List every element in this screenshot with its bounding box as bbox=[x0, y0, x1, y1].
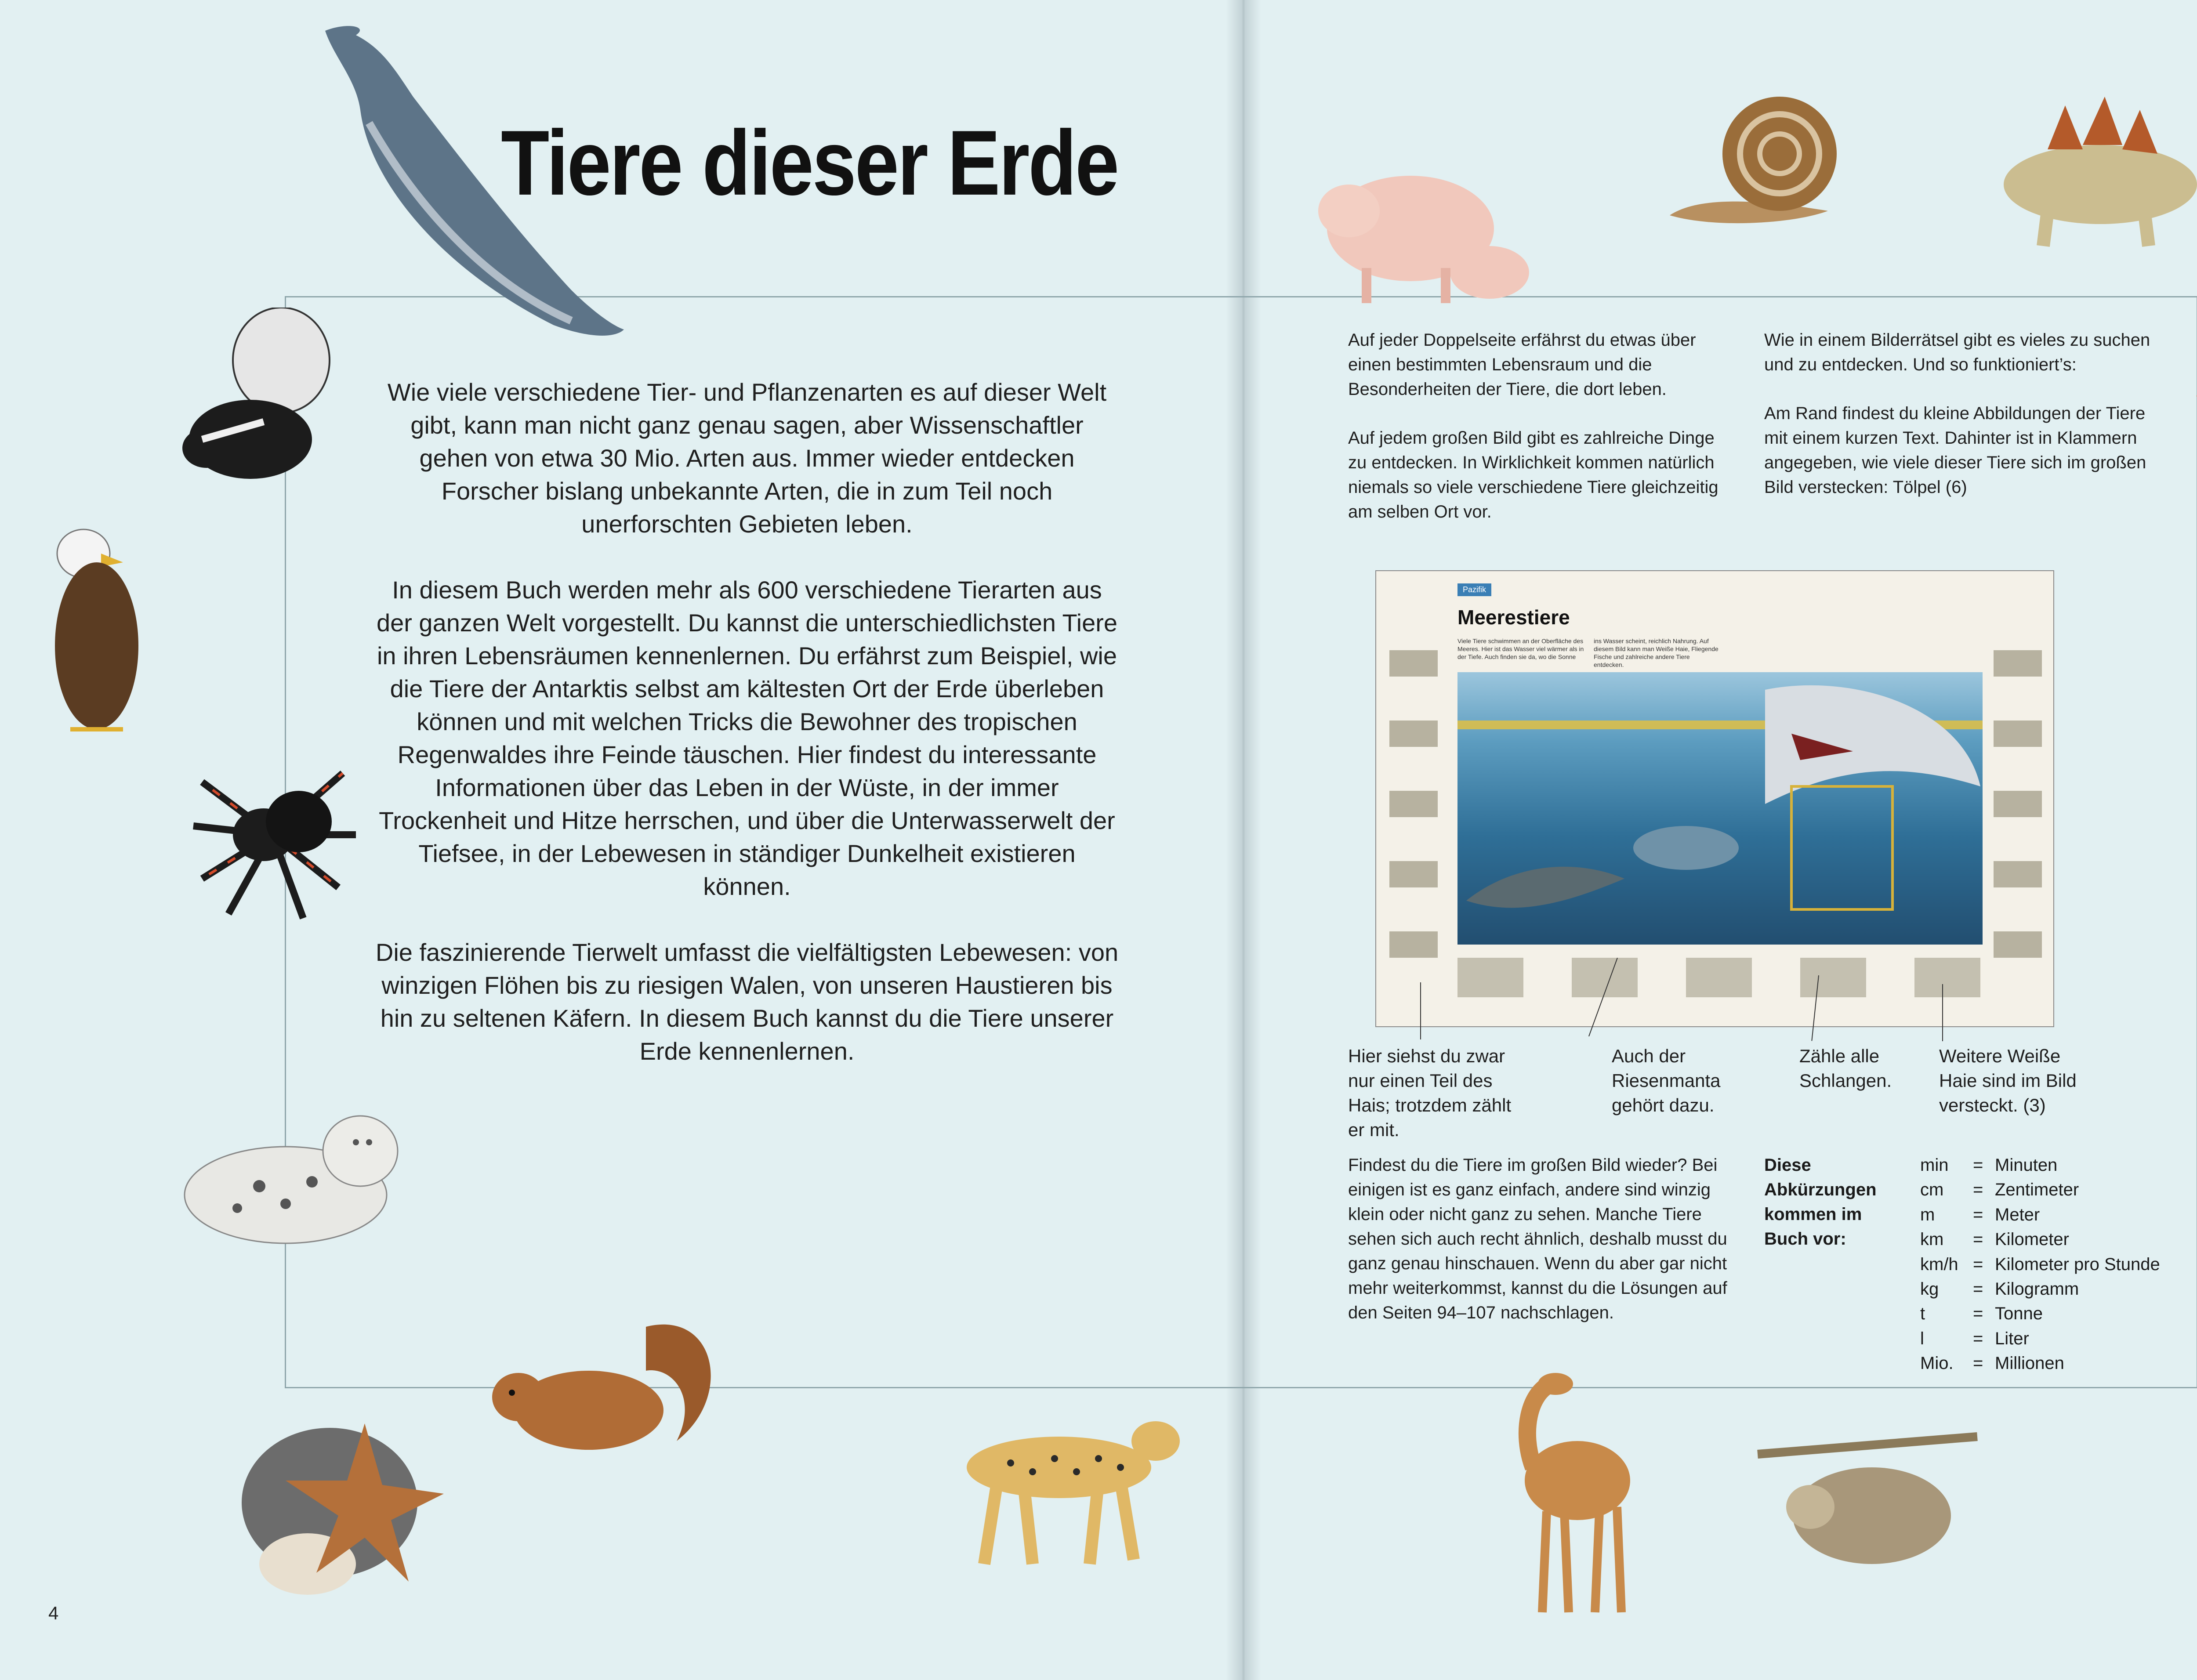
abbr-key: t bbox=[1920, 1304, 1925, 1324]
col1-paragraph-1: Auf jeder Doppelseite erfährst du etwas über einen bestimmten Lebensraum und die Besonderheiten der Tiere, die dort leben. bbox=[1348, 330, 1696, 399]
snail-illustration bbox=[1661, 83, 1845, 242]
preview-tag: Pazifik bbox=[1457, 583, 1491, 596]
preview-ocean-scene bbox=[1457, 672, 1983, 945]
abbr-eq: = bbox=[1973, 1155, 1983, 1175]
abbr-eq: = bbox=[1973, 1329, 1983, 1348]
intro-paragraph-2: In diesem Buch werden mehr als 600 verschiedene Tierarten aus der ganzen Welt vorgestellt. Du kannst die unterschiedlichsten Tiere in ihren Lebensräumen kennenlernen. Du erfährst zum Beispiel, wie die Tiere der Antarktis selbst am kältesten Ort der Erde überleben können und mit welchen Tricks die Bewohner des tropischen Regenwaldes ihre Feinde täuschen. Hier findest du interessante Informationen über das Leben in der Wüste, in der immer Trockenheit und Hitze herrschen, und über die Unterwasserwelt der Tiefsee, in der Lebewesen in ständiger Dunkelheit existieren können. bbox=[376, 576, 1118, 900]
squirrel-illustration bbox=[488, 1309, 734, 1476]
abbr-row bbox=[1920, 1301, 2160, 1326]
callout-manta: Auch der Riesenmanta gehört dazu. bbox=[1612, 1046, 1721, 1115]
abbr-key: km bbox=[1920, 1230, 1944, 1249]
abbr-key: kg bbox=[1920, 1279, 1939, 1299]
abbr-key: Mio. bbox=[1920, 1354, 1954, 1373]
intro-paragraph-3: Die faszinierende Tierwelt umfasst die vielfältigsten Lebewesen: von winzigen Flöhen bis zu riesigen Walen, von unseren Haustieren bis hin zu seltenen Käfern. In diesem Buch kannst du die Tiere unserer Erde kennenlernen. bbox=[375, 938, 1119, 1065]
intro-text bbox=[373, 376, 1120, 1101]
abbr-row bbox=[1920, 1202, 2160, 1227]
abbr-row bbox=[1920, 1277, 2160, 1301]
abbr-eq: = bbox=[1973, 1279, 1983, 1299]
explanation-column-2 bbox=[1764, 328, 2151, 524]
abbr-meaning: Tonne bbox=[1995, 1304, 2043, 1324]
abbr-row bbox=[1920, 1252, 2160, 1277]
abbr-row bbox=[1920, 1177, 2160, 1202]
abbr-key: m bbox=[1920, 1205, 1935, 1224]
abbr-eq: = bbox=[1973, 1354, 1983, 1373]
abbr-key: min bbox=[1920, 1155, 1949, 1175]
page-title: Tiere dieser Erde bbox=[501, 111, 1118, 214]
abbr-eq: = bbox=[1973, 1205, 1983, 1224]
sloth-illustration bbox=[1753, 1428, 1982, 1595]
callout-leader-4 bbox=[1942, 984, 1943, 1041]
abbr-eq: = bbox=[1973, 1180, 1983, 1200]
abbr-meaning: Kilogramm bbox=[1995, 1279, 2079, 1299]
abbr-key: km/h bbox=[1920, 1254, 1958, 1274]
abbreviations-heading: Diese Abkürzungen kommen im Buch vor: bbox=[1764, 1155, 1877, 1249]
callout-shark-part: Hier siehst du zwar nur einen Teil des Hais; trotzdem zählt er mit. bbox=[1348, 1046, 1512, 1140]
explanation-column-1 bbox=[1348, 328, 1726, 548]
abbr-eq: = bbox=[1973, 1304, 1983, 1324]
stegosaurus-illustration bbox=[1977, 88, 2197, 255]
col2-paragraph-1: Wie in einem Bilderrätsel gibt es vieles zu suchen und zu entdecken. Und so funktioniert’s: bbox=[1764, 330, 2150, 374]
camel-illustration bbox=[1503, 1366, 1643, 1621]
starfish-stones-illustration bbox=[233, 1397, 479, 1599]
sample-spread-preview bbox=[1375, 570, 2054, 1027]
abbr-meaning: Meter bbox=[1995, 1205, 2040, 1224]
abbr-eq: = bbox=[1973, 1254, 1983, 1274]
search-instructions: Findest du die Tiere im großen Bild wieder? Bei einigen ist es ganz einfach, andere sind winzig klein oder nicht ganz zu sehen. Manche Tiere sehen sich auch recht ähnlich, deshalb musst du ganz genau hinschauen. Wenn du aber gar nicht mehr weiterkommst, kannst du die Lösungen auf den Seiten 94–107 nachschlagen. bbox=[1348, 1155, 1727, 1322]
page-number-left: 4 bbox=[48, 1603, 59, 1623]
abbr-meaning: Millionen bbox=[1995, 1354, 2064, 1373]
abbr-key: l bbox=[1920, 1329, 1924, 1348]
skunk-illustration bbox=[176, 308, 334, 510]
preview-intro-right: ins Wasser scheint, reichlich Nahrung. Auf diesem Bild kann man Weiße Haie, Fliegende Fische und zahlreiche andere Tiere entdecken. bbox=[1594, 637, 1718, 668]
eagle-illustration bbox=[35, 523, 158, 751]
preview-intro-left: Viele Tiere schwimmen an der Oberfläche des Meeres. Hier ist das Wasser viel wärmer als in der Tiefe. Auch finden sie da, wo die Sonne bbox=[1457, 637, 1584, 660]
abbr-row bbox=[1920, 1227, 2160, 1252]
abbr-meaning: Kilometer pro Stunde bbox=[1995, 1254, 2160, 1274]
callout-leader-1 bbox=[1420, 982, 1421, 1039]
abbr-meaning: Kilometer bbox=[1995, 1230, 2069, 1249]
abbr-meaning: Zentimeter bbox=[1995, 1180, 2079, 1200]
pig-illustration bbox=[1314, 141, 1542, 316]
callout-white-sharks: Weitere Weiße Haie sind im Bild versteckt. (3) bbox=[1939, 1046, 2077, 1115]
col1-paragraph-2: Auf jedem großen Bild gibt es zahlreiche Dinge zu entdecken. In Wirklichkeit kommen natürlich niemals so viele verschiedene Tiere gleichzeitig am selben Ort vor. bbox=[1348, 428, 1718, 521]
preview-margin-left bbox=[1385, 650, 1447, 986]
abbr-meaning: Minuten bbox=[1995, 1155, 2058, 1175]
col2-paragraph-2: Am Rand findest du kleine Abbildungen der Tiere mit einem kurzen Text. Dahinter ist in Klammern angegeben, wie viele dieser Tiere sich im großen Bild verstecken: Tölpel (6) bbox=[1764, 404, 2146, 497]
cheetah-illustration bbox=[945, 1406, 1200, 1573]
abbr-meaning: Liter bbox=[1995, 1329, 2029, 1348]
preview-bottom-strip bbox=[1457, 953, 1983, 1006]
tarantula-illustration bbox=[185, 747, 360, 923]
shrimp-illustration bbox=[2179, 387, 2197, 615]
abbreviations-table bbox=[1920, 1153, 2160, 1376]
snow-leopard-illustration bbox=[171, 1098, 417, 1256]
abbr-row bbox=[1920, 1351, 2160, 1376]
preview-title: Meerestiere bbox=[1457, 606, 1570, 629]
preview-margin-right bbox=[1989, 650, 2051, 986]
intro-paragraph-1: Wie viele verschiedene Tier- und Pflanzenarten es auf dieser Welt gibt, kann man nicht ganz genau sagen, aber Wissenschaftler gehen von etwa 30 Mio. Arten aus. Immer wieder entdecken Forscher bislang unbekannte Arten, die in zum Teil noch unerforschten Gebieten leben. bbox=[387, 378, 1107, 538]
abbr-row bbox=[1920, 1153, 2160, 1177]
abbr-key: cm bbox=[1920, 1180, 1944, 1200]
callout-snakes: Zähle alle Schlangen. bbox=[1799, 1046, 1892, 1091]
abbr-row bbox=[1920, 1326, 2160, 1351]
abbr-eq: = bbox=[1973, 1230, 1983, 1249]
